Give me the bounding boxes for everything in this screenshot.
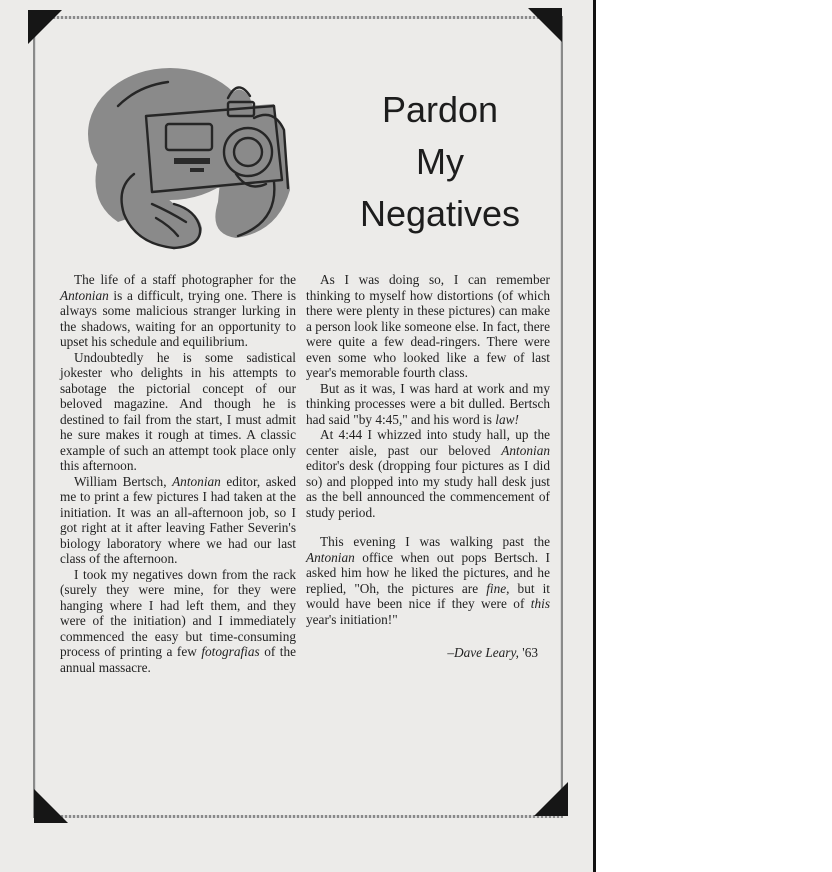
paragraph: Undoubtedly he is some sadistical jokester who delights in his attempts to sabotage the pictorial concept of our beloved magazine. And though he is destined to fail from the start, I must admit he sure makes it rough at times. A classic example of such an attempt took place only this afternoon.	[60, 349, 296, 473]
italic-text: Antonian	[501, 442, 550, 458]
italic-text: this	[530, 596, 550, 611]
article-column-left	[60, 272, 296, 675]
corner-ornament-top-right	[528, 8, 562, 42]
corner-ornament-top-left	[28, 10, 62, 44]
corner-ornament-bottom-left	[34, 789, 68, 823]
author-signature	[306, 645, 550, 661]
italic-text: Antonian	[172, 473, 221, 489]
title-line: Negatives	[359, 193, 521, 234]
corner-ornament-bottom-right	[534, 782, 568, 816]
paragraph: William Bertsch, Antonian editor, asked me to print a few pictures I had taken at the initiation. It was an all-afternoon job, so I got right at it after leaving Father Severin's biology laboratory where we had our last class of the afternoon.	[60, 473, 296, 566]
author-class-year: '63	[522, 645, 538, 660]
italic-text: fine	[486, 580, 507, 596]
article-title	[330, 84, 550, 240]
italic-text: fotografias	[201, 644, 260, 659]
paragraph: As I was doing so, I can remember thinking to myself how distortions (of which there were plenty in these pictures) can make a person look like someone else. In fact, there were quite a few dead-ringers. There were even some who looked like a few of last year's memorable fourth class.	[306, 272, 550, 380]
italic-text: Antonian	[60, 287, 109, 303]
italic-text: Antonian	[306, 549, 355, 565]
hands-holding-camera-icon	[78, 62, 308, 254]
title-line: My	[416, 141, 464, 182]
article-column-right	[306, 272, 550, 661]
paragraph: This evening I was walking past the Antonian office when out pops Bertsch. I asked him how he liked the pictures, and he replied, "Oh, the pictures are fine, but it would have been nice if they were of this year's initiation!"	[306, 534, 550, 627]
paragraph: I took my negatives down from the rack (surely they were mine, for they were hanging where I had left them, and they were of the initiation) and I immediately commenced the easy but time-consuming process of printing a few fotografias of the annual massacre.	[60, 566, 296, 675]
paragraph: But as it was, I was hard at work and my thinking processes were a bit dulled. Bertsch had said "by 4:45," and his word is law!	[306, 380, 550, 427]
paragraph: The life of a staff photographer for the Antonian is a difficult, trying one. There is always some malicious stranger lurking in the shadows, waiting for an opportunity to upset his schedule and equilibrium.	[60, 272, 296, 349]
italic-text: law!	[495, 411, 519, 427]
author-name: –Dave Leary,	[447, 645, 519, 660]
paragraph: At 4:44 I whizzed into study hall, up the center aisle, past our beloved Antonian editor's desk (dropping four pictures as I did so) and plopped into my study hall desk just as the bell announced the commencement of study period.	[306, 427, 550, 520]
title-line: Pardon	[381, 89, 499, 130]
